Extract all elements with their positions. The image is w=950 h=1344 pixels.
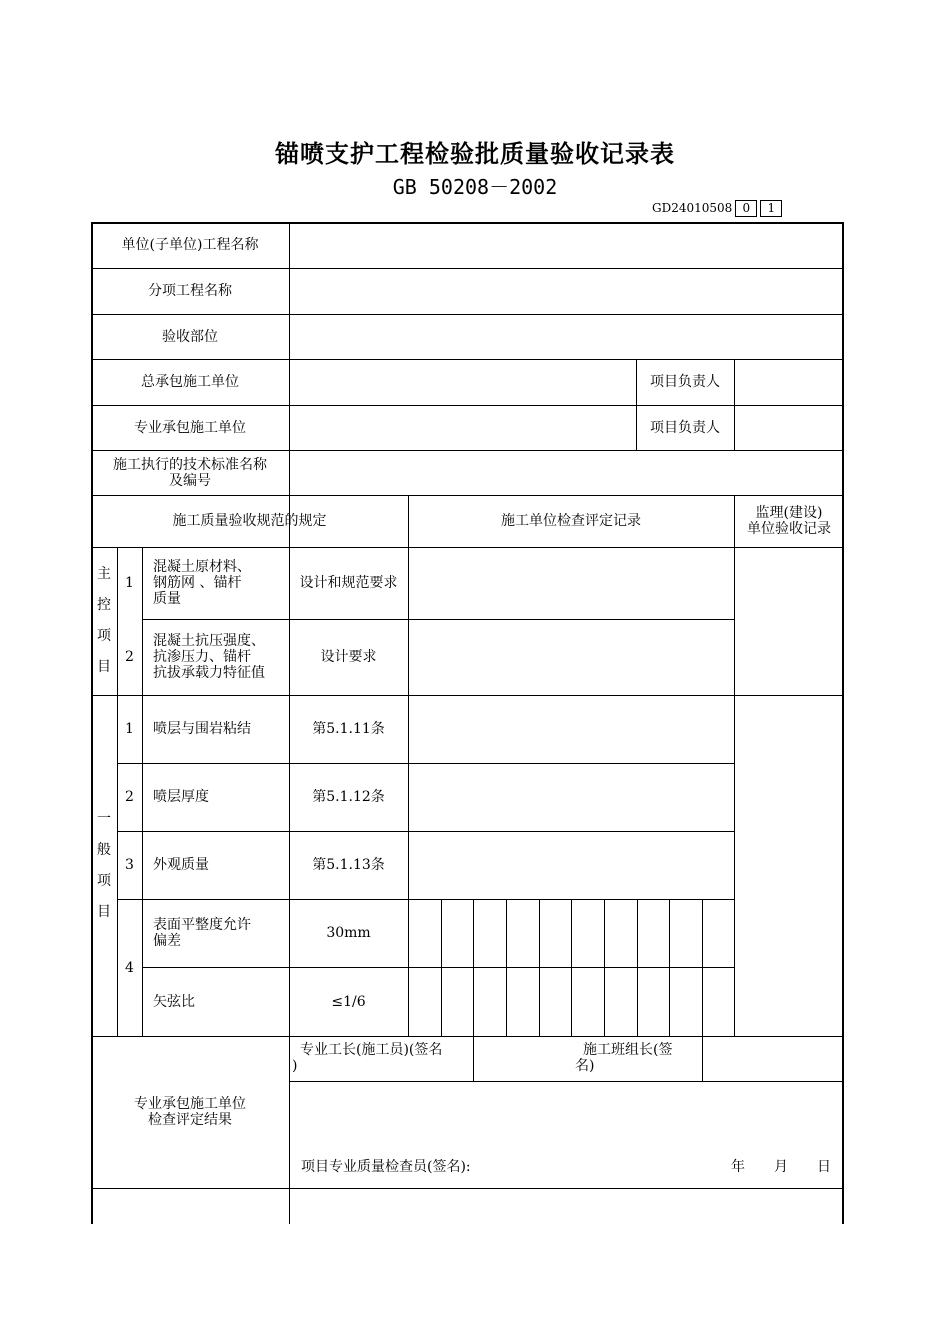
main-item-no: 1 — [125, 575, 134, 591]
form-code-box-2[interactable]: 1 — [760, 200, 782, 217]
value-project-manager-2[interactable] — [735, 405, 844, 450]
main-control-char: 控 — [97, 597, 111, 613]
main-item-name-line: 质量 — [153, 591, 181, 607]
label-tech-standard — [91, 450, 289, 495]
general-item-no: 2 — [125, 789, 134, 805]
form-code-prefix: GD24010508 — [652, 201, 733, 215]
general-item-requirement: 30mm — [326, 925, 371, 941]
main-control-char: 项 — [97, 628, 111, 644]
general-item-requirement: 第5.1.13条 — [312, 857, 385, 873]
general-label — [91, 695, 117, 1036]
general-item-name — [153, 899, 289, 967]
foreman-line2: ) — [292, 1058, 298, 1074]
general-item-name: 外观质量 — [153, 857, 209, 873]
general-item-requirement: 第5.1.12条 — [312, 789, 385, 805]
value-project-manager-1[interactable] — [735, 359, 844, 405]
header-supervision — [734, 495, 844, 547]
team-leader-line2: 名) — [575, 1058, 595, 1074]
main-control-label — [91, 547, 117, 695]
grid-line — [539, 899, 540, 1036]
general-item-name-line: 偏差 — [153, 933, 181, 949]
label-general-contractor: 总承包施工单位 — [141, 374, 239, 390]
general-item-name: 喷层与围岩粘结 — [153, 721, 251, 737]
grid-line — [506, 899, 507, 1036]
team-leader-line1: 施工班组长(签 — [583, 1042, 673, 1058]
standard-number: GB 50208－2002 — [392, 175, 558, 199]
header-spec: 施工质量验收规范的规定 — [172, 513, 327, 529]
date-day: 日 — [817, 1159, 831, 1175]
general-item-name-line: 表面平整度允许 — [153, 917, 251, 933]
general-supervision-record[interactable] — [735, 695, 844, 1036]
main-item-requirement: 设计和规范要求 — [299, 575, 398, 591]
form-code — [652, 200, 782, 217]
main-item-name-line: 抗渗压力、锚杆 — [153, 649, 251, 665]
header-supervision-line1: 监理(建设) — [755, 505, 823, 521]
main-item-requirement: 设计要求 — [320, 649, 377, 665]
label-project-manager-1: 项目负责人 — [650, 374, 720, 390]
result-label — [91, 1036, 289, 1188]
date-month: 月 — [774, 1159, 788, 1175]
main-item-name-line: 混凝土原材料、 — [153, 559, 251, 575]
foreman-signature-label — [292, 1036, 473, 1087]
label-acceptance-part: 验收部位 — [162, 328, 218, 345]
main-item-name — [153, 547, 289, 619]
general-item-no: 1 — [125, 721, 134, 737]
result-field[interactable] — [290, 1082, 844, 1162]
main-item-name — [153, 619, 289, 695]
grid-line — [637, 899, 638, 1036]
label-tech-standard-line2: 及编号 — [169, 472, 211, 489]
main-item-record[interactable] — [409, 547, 734, 619]
inspector-signature-label: 项目专业质量检查员(签名): — [301, 1159, 471, 1175]
foreman-line1: 专业工长(施工员)(签名 — [300, 1042, 443, 1058]
main-item-name-line: 钢筋网 、锚杆 — [153, 575, 242, 591]
signature-date — [731, 1157, 831, 1177]
main-supervision-record[interactable] — [735, 547, 844, 695]
main-item-name-line: 抗拔承载力特征值 — [153, 665, 265, 681]
date-year: 年 — [731, 1159, 745, 1175]
value-specialty-contractor[interactable] — [290, 405, 636, 450]
header-supervision-line2: 单位验收记录 — [747, 521, 831, 537]
value-tech-standard[interactable] — [290, 450, 844, 495]
general-item-name: 矢弦比 — [153, 993, 195, 1010]
main-item-name-line: 混凝土抗压强度、 — [153, 633, 265, 649]
general-item-record[interactable] — [409, 763, 734, 831]
main-control-char: 目 — [97, 659, 111, 675]
general-char: 项 — [97, 872, 111, 889]
col-line — [142, 547, 143, 1036]
grid-line — [702, 899, 703, 1036]
label-unit-project-name: 单位(子单位)工程名称 — [121, 237, 259, 253]
general-item-requirement: 第5.1.11条 — [312, 721, 385, 737]
general-item-record[interactable] — [409, 831, 734, 899]
team-leader-signature-field[interactable] — [703, 1036, 844, 1081]
inspection-form-table — [91, 222, 844, 1224]
general-item-no: 3 — [125, 857, 134, 873]
main-item-record[interactable] — [409, 619, 734, 695]
team-leader-signature-label — [575, 1036, 702, 1087]
value-unit-project-name[interactable] — [290, 222, 844, 268]
form-title: 锚喷支护工程检验批质量验收记录表 — [275, 140, 675, 168]
general-char: 目 — [97, 903, 111, 920]
label-sub-item-name: 分项工程名称 — [148, 283, 232, 299]
result-label-line2: 检查评定结果 — [148, 1112, 232, 1128]
label-project-manager-2: 项目负责人 — [650, 419, 720, 436]
general-item-name: 喷层厚度 — [153, 789, 209, 805]
grid-line — [669, 899, 670, 1036]
general-char: 般 — [97, 841, 111, 858]
general-item-record[interactable] — [409, 695, 734, 763]
grid-line — [441, 899, 442, 1036]
grid-line — [473, 899, 474, 1036]
result-label-line1: 专业承包施工单位 — [134, 1096, 246, 1112]
foreman-signature-field[interactable] — [474, 1036, 574, 1081]
label-tech-standard-line1: 施工执行的技术标准名称 — [113, 456, 267, 473]
value-sub-item-name[interactable] — [290, 268, 844, 314]
supervision-result-field[interactable] — [290, 1189, 844, 1224]
general-char: 一 — [97, 810, 111, 827]
grid-line — [571, 899, 572, 1036]
value-acceptance-part[interactable] — [290, 314, 844, 359]
header-construction-record: 施工单位检查评定记录 — [501, 513, 641, 529]
main-item-no: 2 — [125, 649, 134, 665]
main-control-char: 主 — [97, 566, 111, 582]
general-item-no: 4 — [125, 959, 134, 976]
label-specialty-contractor: 专业承包施工单位 — [134, 419, 246, 436]
general-item-requirement: ≤1/6 — [331, 993, 366, 1010]
value-general-contractor[interactable] — [290, 359, 636, 405]
grid-line — [604, 899, 605, 1036]
form-code-box-1[interactable]: 0 — [735, 200, 757, 217]
